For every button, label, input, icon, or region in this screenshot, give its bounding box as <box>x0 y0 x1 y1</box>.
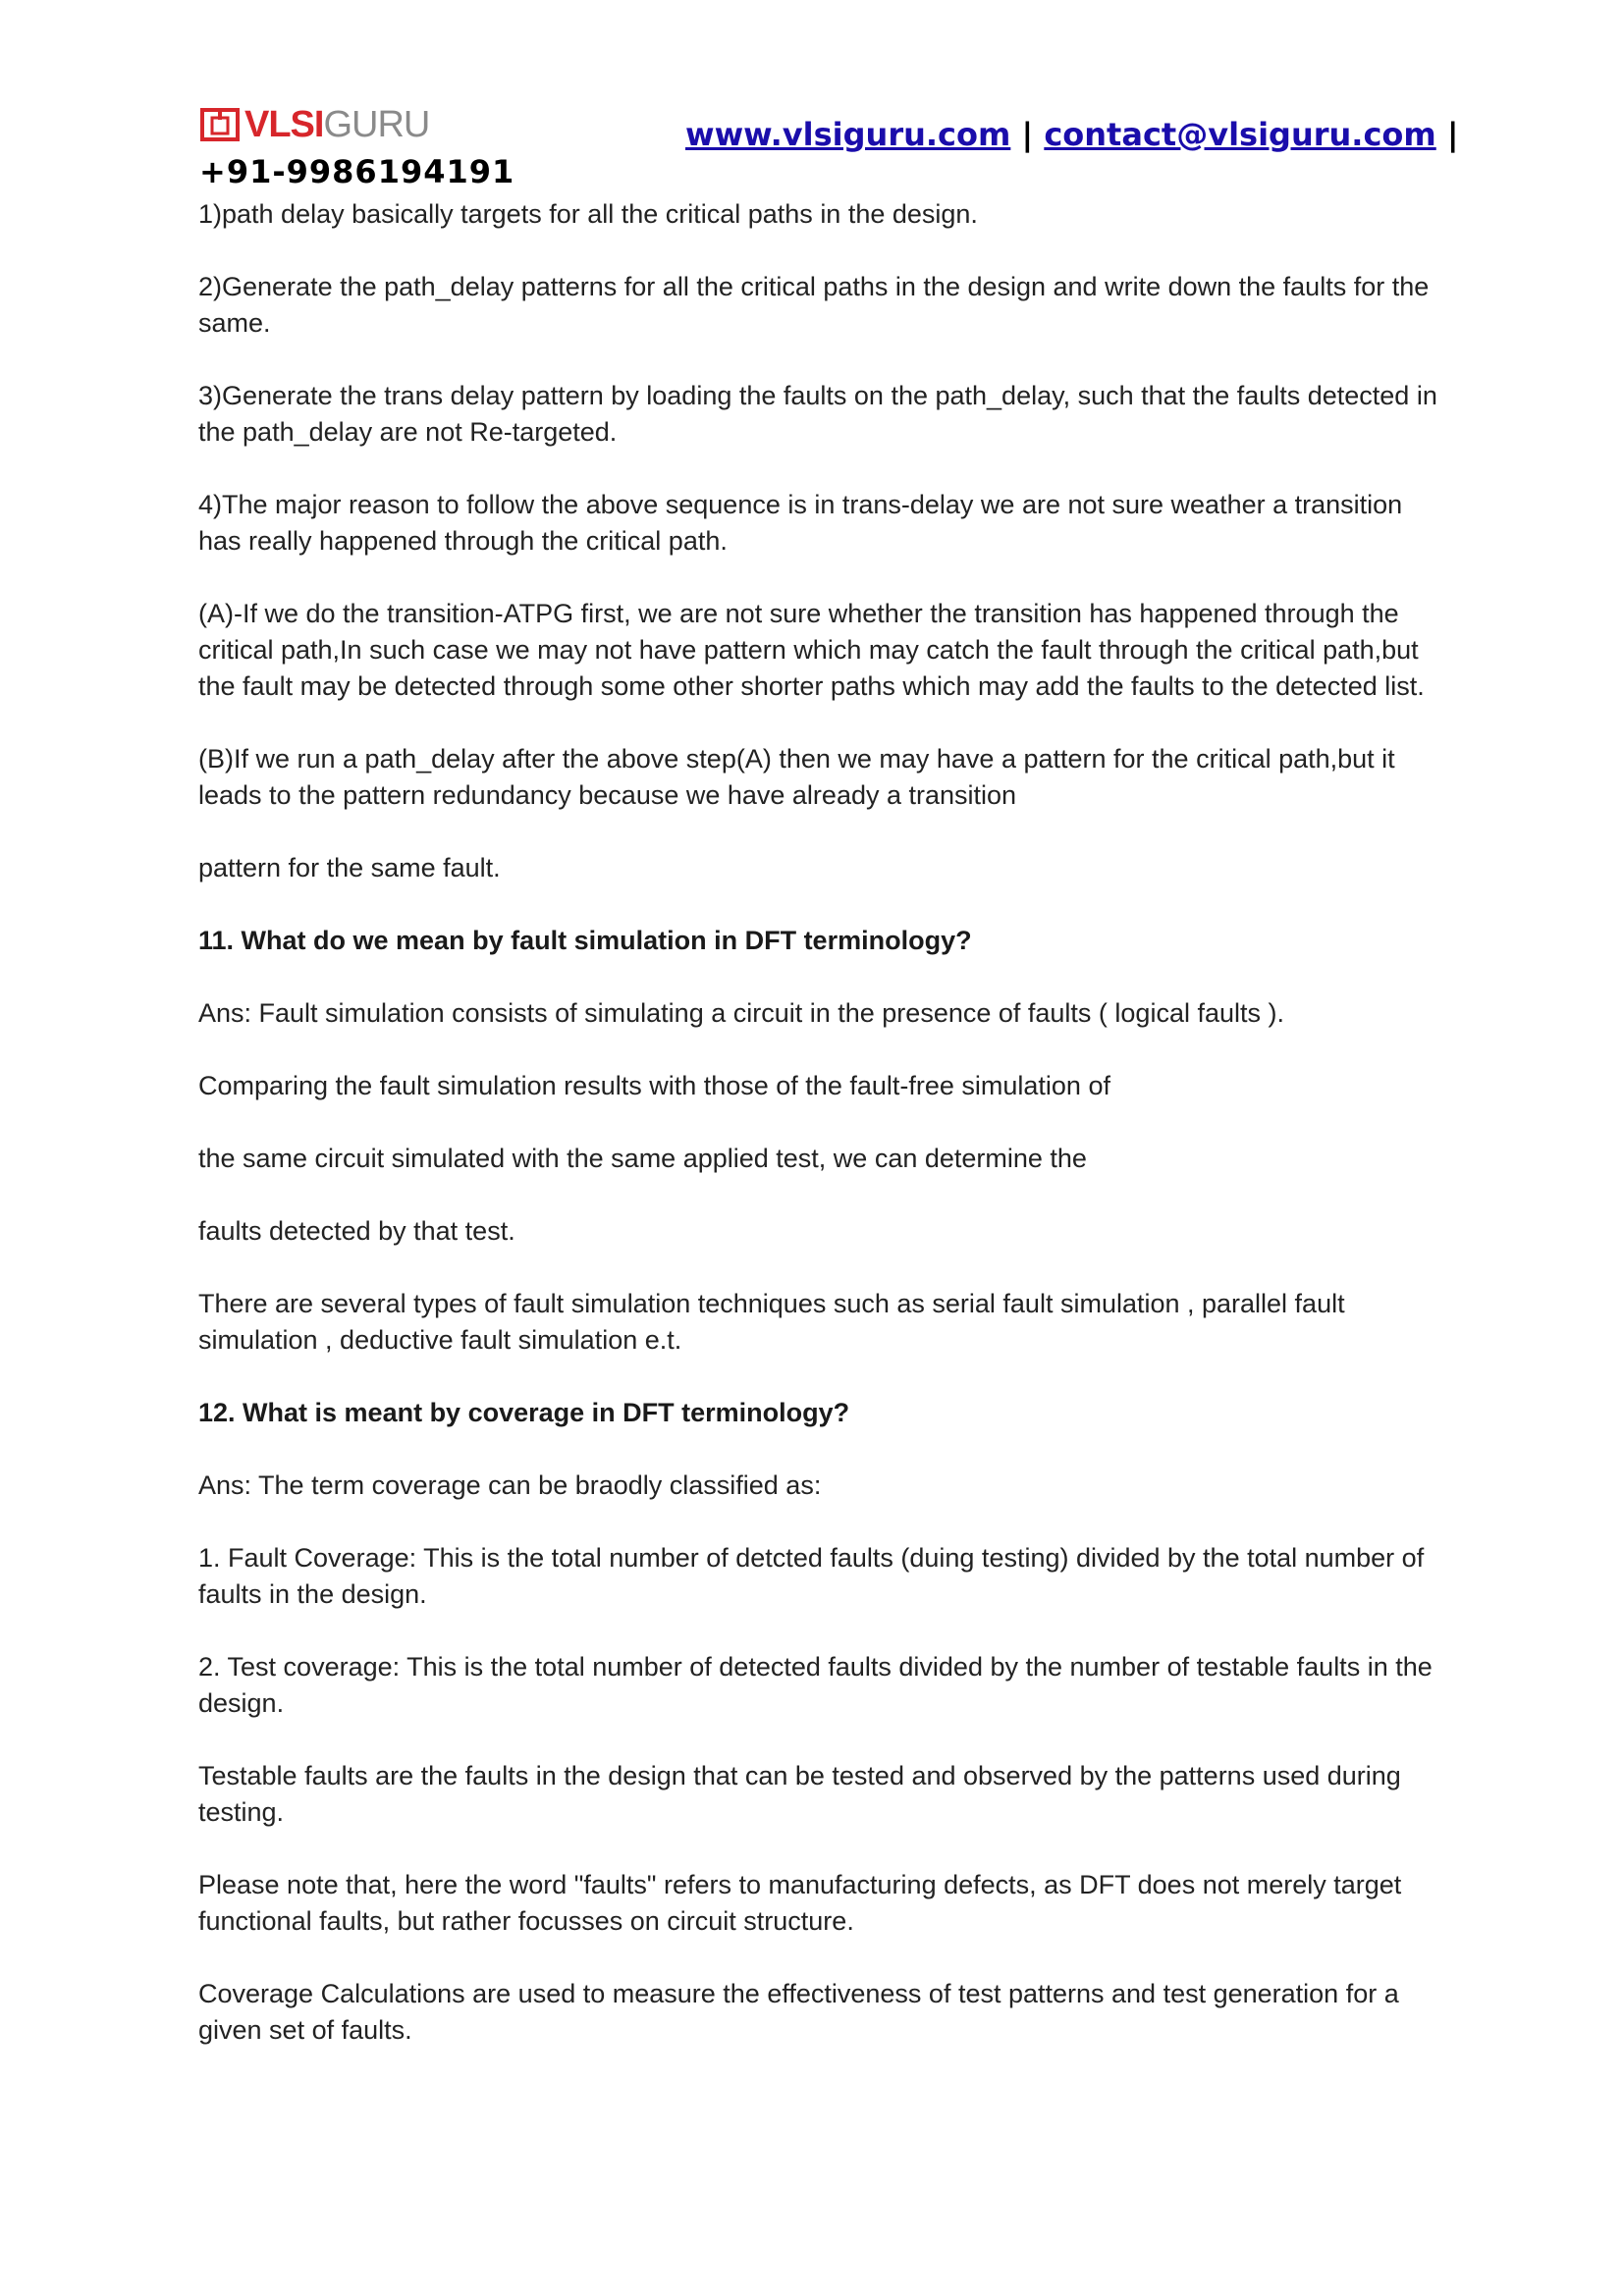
body-paragraph: faults detected by that test. <box>198 1216 515 1246</box>
body-paragraph: (A)-If we do the transition-ATPG first, we are not sure whether the transition has happened through the critical path,In such case we may not have pattern which may catch the fault through the critical path,but the fault may be detected through some other shorter paths which may add the faults to the detected list. <box>198 599 1425 701</box>
document-body <box>198 196 1445 2085</box>
separator: | <box>1021 116 1034 153</box>
body-paragraph: 1. Fault Coverage: This is the total number of detcted faults (duing testing) divided by the total number of faults in the design. <box>198 1543 1425 1609</box>
logo-text-red: VLSI <box>244 104 324 145</box>
body-paragraph: 4)The major reason to follow the above sequence is in trans-delay we are not sure weather a transition has really happened through the critical path. <box>198 490 1403 556</box>
email-link[interactable]: contact@vlsiguru.com <box>1044 116 1436 153</box>
body-paragraph: 3)Generate the trans delay pattern by loading the faults on the path_delay, such that the faults detected in the path_delay are not Re-targeted. <box>198 381 1437 447</box>
body-paragraph: There are several types of fault simulation techniques such as serial fault simulation , parallel fault simulation , deductive fault simulation e.t. <box>198 1289 1345 1355</box>
body-paragraph: 2. Test coverage: This is the total number of detected faults divided by the number of testable faults in the design. <box>198 1652 1433 1718</box>
logo-text-grey: GURU <box>323 104 430 145</box>
section-heading: 12. What is meant by coverage in DFT terminology? <box>198 1398 850 1427</box>
body-paragraph: Ans: Fault simulation consists of simulating a circuit in the presence of faults ( logical faults ). <box>198 998 1284 1028</box>
body-paragraph: pattern for the same fault. <box>198 853 501 882</box>
body-paragraph: Ans: The term coverage can be braodly classified as: <box>198 1470 822 1500</box>
body-paragraph: Coverage Calculations are used to measure the effectiveness of test patterns and test generation for a given set of faults. <box>198 1979 1399 2045</box>
section-heading: 11. What do we mean by fault simulation in DFT terminology? <box>198 926 972 955</box>
body-paragraph: 2)Generate the path_delay patterns for all the critical paths in the design and write down the faults for the same. <box>198 272 1430 338</box>
separator-end: | <box>1446 116 1459 153</box>
body-paragraph: Testable faults are the faults in the design that can be tested and observed by the patterns used during testing. <box>198 1761 1401 1827</box>
website-link[interactable]: www.vlsiguru.com <box>685 116 1011 153</box>
logo-wordmark <box>244 106 429 143</box>
body-paragraph: Comparing the fault simulation results with those of the fault-free simulation of <box>198 1071 1110 1100</box>
body-paragraph: 1)path delay basically targets for all the critical paths in the design. <box>198 199 978 229</box>
body-paragraph: (B)If we run a path_delay after the above step(A) then we may have a pattern for the critical path,but it leads to the pattern redundancy because we have already a transition <box>198 744 1395 810</box>
vlsiguru-logo <box>199 104 445 145</box>
body-paragraph: Please note that, here the word "faults" refers to manufacturing defects, as DFT does not merely target functional faults, but rather focusses on circuit structure. <box>198 1870 1402 1936</box>
body-paragraph: the same circuit simulated with the same applied test, we can determine the <box>198 1144 1087 1173</box>
phone-number: +91-9986194191 <box>199 153 515 190</box>
vlsiguru-logo-icon <box>199 104 241 145</box>
contact-line <box>685 116 1459 153</box>
